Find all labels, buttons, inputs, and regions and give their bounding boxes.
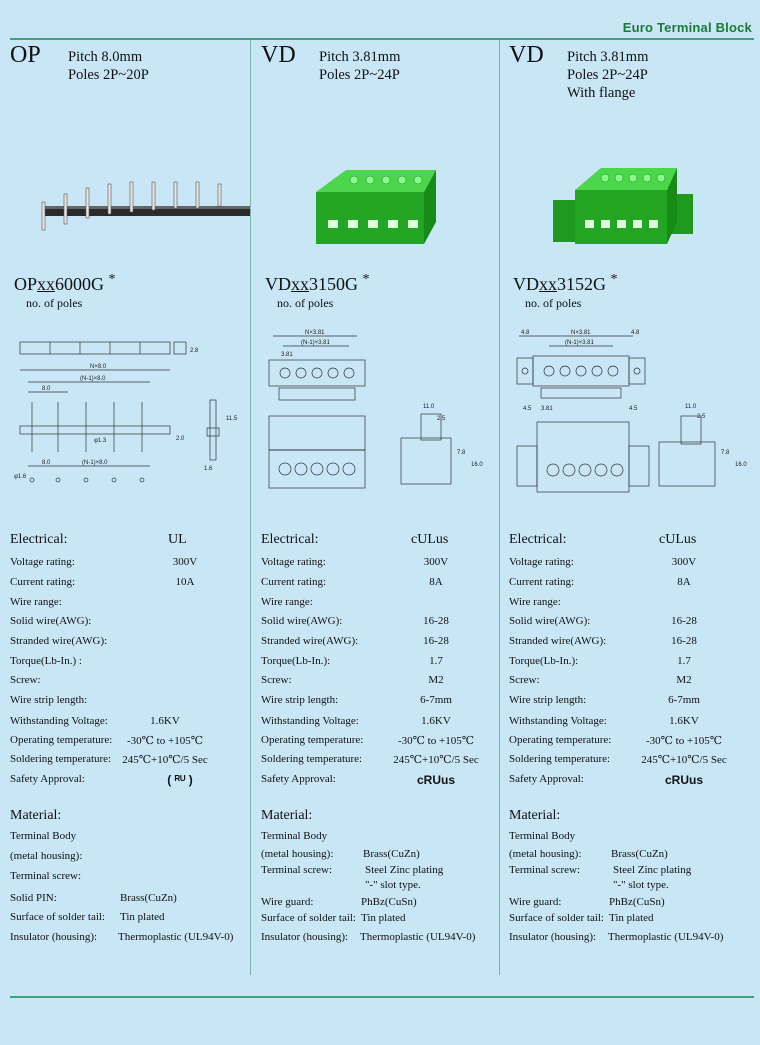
material-value: Thermoplastic (UL94V-0) (608, 931, 724, 943)
dim-label: φ1.6 (14, 474, 27, 480)
spec-poles: Poles 2P~24P (319, 67, 400, 83)
spec-row (261, 596, 501, 614)
spec-label: Voltage rating: (261, 556, 326, 568)
pin-header-image (20, 180, 250, 240)
spec-row (509, 734, 749, 752)
material-label: Surface of solder tail: (509, 912, 604, 924)
dim-label: 7.8 (457, 450, 466, 456)
material-value: Brass(CuZn) (611, 848, 668, 860)
material-row (10, 850, 82, 862)
material-title: Material: (261, 808, 313, 823)
material-label: Insulator (housing): (509, 931, 597, 943)
material-label: Solid PIN: (10, 892, 57, 904)
spec-label: Soldering temperature: (261, 753, 363, 765)
model-poles-code: xx (539, 274, 557, 294)
pin-strip (42, 206, 250, 216)
material-row (10, 931, 234, 943)
spec-label: Stranded wire(AWG): (509, 635, 607, 647)
spec-list (68, 48, 149, 84)
spec-value: 300V (172, 556, 198, 568)
material-row (261, 848, 420, 860)
spec-row (261, 715, 501, 733)
spec-label: Stranded wire(AWG): (10, 635, 108, 647)
spec-row (509, 615, 749, 633)
dim-label: 7.8 (721, 450, 730, 456)
dim-label: (N-1)×8.0 (82, 460, 108, 466)
spec-row (509, 655, 749, 673)
material-value: Tin plated (361, 912, 406, 924)
electrical-standard: cULus (411, 532, 449, 547)
dimension-drawing (10, 330, 250, 490)
spec-row (10, 556, 250, 574)
series-code: OP (10, 42, 41, 68)
material-label: Terminal screw: (509, 864, 581, 876)
material-label: Terminal screw: (10, 870, 82, 882)
dim-label: 4.5 (523, 406, 532, 412)
dim-label: 2.5 (437, 416, 446, 422)
model-suffix: 3152G (557, 274, 606, 294)
material-value: Tin plated (120, 911, 165, 923)
dim-label: 11.5 (226, 416, 238, 422)
spec-label: Solid wire(AWG): (261, 615, 343, 627)
material-label: Surface of solder tail: (261, 912, 356, 924)
material-row (509, 931, 724, 943)
electrical-title (261, 532, 449, 548)
spec-row (509, 694, 749, 712)
spec-label: Voltage rating: (509, 556, 574, 568)
material-value: Brass(CuZn) (120, 892, 177, 904)
spec-value: 8A (677, 576, 691, 588)
spec-row (10, 674, 250, 692)
spec-row (261, 674, 501, 692)
spec-row (509, 635, 749, 653)
material-value: PhBz(CuSn) (361, 896, 417, 908)
spec-row (261, 694, 501, 712)
spec-label: Wire range: (509, 596, 561, 608)
dim-label: 11.0 (423, 404, 435, 410)
spec-label: Soldering temperature: (10, 753, 112, 765)
spec-value: M2 (428, 674, 444, 686)
material-row (10, 911, 165, 923)
electrical-title-text: Electrical: (509, 532, 567, 547)
model-suffix: 3150G (309, 274, 358, 294)
spec-row (10, 596, 250, 614)
model-number (265, 272, 370, 295)
electrical-title (10, 532, 187, 548)
spec-label: Wire strip length: (10, 694, 88, 706)
product-column-vd3152 (509, 40, 754, 980)
spec-row (10, 694, 250, 712)
spec-value: 300V (423, 556, 449, 568)
model-mark: * (108, 272, 116, 287)
spec-poles: Poles 2P~24P (567, 67, 648, 83)
dim-label: 4.8 (521, 330, 530, 336)
model-number (14, 272, 116, 295)
spec-label: Screw: (261, 674, 292, 686)
spec-value: 245℃+10℃/5 Sec (122, 754, 208, 766)
spec-label: Solid wire(AWG): (10, 615, 92, 627)
spec-value: 16-28 (671, 615, 697, 627)
spec-label: Operating temperature: (509, 734, 612, 746)
spec-value: -30℃ to +105℃ (645, 735, 723, 747)
series-code: VD (509, 42, 544, 68)
dim-label: 3.81 (281, 352, 293, 358)
spec-row (10, 655, 250, 673)
material-row (509, 830, 575, 842)
material-row (261, 864, 444, 876)
model-prefix: VD (513, 274, 539, 294)
spec-row (10, 734, 250, 752)
dim-label: 16.0 (735, 462, 747, 468)
dim-label: N×3.81 (571, 330, 591, 336)
spec-row (261, 655, 501, 673)
material-value: Thermoplastic (UL94V-0) (360, 931, 476, 943)
spec-value: 1.6KV (150, 715, 180, 727)
material-title: Material: (10, 808, 62, 823)
dim-label: N×8.0 (90, 364, 107, 370)
material-label: Surface of solder tail: (10, 911, 105, 923)
spec-value: 245℃+10℃/5 Sec (393, 754, 479, 766)
dim-label: 2.5 (697, 414, 706, 420)
spec-row (10, 773, 250, 791)
spec-row (10, 753, 250, 771)
model-mark: * (362, 272, 370, 287)
material-row (509, 848, 668, 860)
spec-label: Operating temperature: (10, 734, 113, 746)
spec-label: Withstanding Voltage: (10, 715, 108, 727)
spec-row (10, 635, 250, 653)
spec-list (319, 48, 400, 84)
spec-row (261, 556, 501, 574)
spec-label: Screw: (509, 674, 540, 686)
material-row (261, 830, 327, 842)
spec-row (10, 615, 250, 633)
dim-label: (N-1)×3.81 (565, 340, 594, 346)
spec-label: Safety Approval: (509, 773, 584, 785)
poles-note: no. of poles (525, 296, 582, 310)
culus-logo: cRUus (416, 773, 455, 787)
material-row (261, 912, 406, 924)
spec-value: 8A (429, 576, 443, 588)
electrical-title (509, 532, 697, 548)
spec-value: 1.7 (429, 655, 443, 667)
spec-label: Current rating: (261, 576, 327, 588)
dimension-drawing (261, 326, 501, 498)
spec-pitch: Pitch 8.0mm (68, 49, 143, 65)
spec-value: 6-7mm (668, 694, 700, 706)
spec-label: Soldering temperature: (509, 753, 611, 765)
material-value: "-" slot type. (613, 879, 669, 891)
material-row (261, 931, 476, 943)
spec-value: 6-7mm (420, 694, 452, 706)
spec-row (509, 753, 749, 771)
material-value: Steel Zinc plating (613, 864, 692, 876)
product-column-op (10, 40, 255, 980)
dim-label: (N-1)×3.81 (301, 340, 330, 346)
material-row (261, 896, 417, 908)
product-column-vd3150 (261, 40, 506, 980)
dim-label: 8.0 (42, 386, 51, 392)
electrical-standard: cULus (659, 532, 697, 547)
model-prefix: VD (265, 274, 291, 294)
material-label: Wire guard: (509, 896, 562, 908)
spec-label: Stranded wire(AWG): (261, 635, 359, 647)
spec-label: Withstanding Voltage: (509, 715, 607, 727)
spec-row (261, 576, 501, 594)
dim-label: N×3.81 (305, 330, 325, 336)
spec-label: Wire strip length: (261, 694, 339, 706)
dim-label: 4.5 (629, 406, 638, 412)
spec-row (509, 773, 749, 791)
model-mark: * (610, 272, 618, 287)
material-row (10, 870, 81, 882)
material-row (10, 892, 177, 904)
poles-note: no. of poles (26, 296, 83, 310)
material-label: Insulator (housing): (10, 931, 98, 943)
model-suffix: 6000G (55, 274, 105, 294)
material-label: (metal housing): (509, 848, 582, 860)
material-label: (metal housing): (261, 848, 334, 860)
poles-note: no. of poles (277, 296, 334, 310)
material-title: Material: (509, 808, 561, 823)
spec-value: -30℃ to +105℃ (126, 735, 204, 747)
spec-row (261, 753, 501, 771)
spec-label: Voltage rating: (10, 556, 75, 568)
series-code: VD (261, 42, 296, 68)
spec-poles: Poles 2P~20P (68, 67, 149, 83)
spec-row (509, 576, 749, 594)
dim-label: 2.0 (176, 436, 185, 442)
spec-label: Wire range: (261, 596, 313, 608)
electrical-title-text: Electrical: (10, 532, 68, 547)
spec-label: Solid wire(AWG): (509, 615, 591, 627)
spec-list (567, 48, 648, 102)
spec-label: Safety Approval: (261, 773, 336, 785)
spec-value: 16-28 (423, 635, 449, 647)
dim-label: 4.8 (631, 330, 640, 336)
spec-value: -30℃ to +105℃ (397, 735, 475, 747)
spec-row (509, 715, 749, 733)
spec-value: 300V (671, 556, 697, 568)
ul-logo: ( ᴿᵁ ) (167, 773, 193, 787)
spec-value: 245℃+10℃/5 Sec (641, 754, 727, 766)
spec-label: Wire range: (10, 596, 62, 608)
material-value: Tin plated (609, 912, 654, 924)
electrical-standard: UL (168, 532, 187, 547)
spec-value: 1.6KV (669, 715, 699, 727)
spec-row (509, 556, 749, 574)
material-value: "-" slot type. (365, 879, 421, 891)
spec-label: Withstanding Voltage: (261, 715, 359, 727)
dim-label: 2.8 (190, 348, 199, 354)
terminal-block-image (306, 150, 446, 250)
material-row (509, 896, 665, 908)
material-label: Terminal screw: (261, 864, 333, 876)
culus-logo: cRUus (664, 773, 703, 787)
spec-value: 16-28 (423, 615, 449, 627)
material-label: Terminal Body (261, 830, 328, 842)
spec-row (261, 615, 501, 633)
spec-label: Screw: (10, 674, 41, 686)
dim-label: 11.0 (685, 404, 697, 410)
dim-label: 3.81 (541, 406, 553, 412)
spec-value: 1.7 (677, 655, 691, 667)
dimension-drawing (509, 326, 749, 498)
spec-value: 10A (175, 576, 195, 588)
electrical-title-text: Electrical: (261, 532, 319, 547)
spec-label: Wire strip length: (509, 694, 587, 706)
spec-label: Safety Approval: (10, 773, 85, 785)
material-value: Thermoplastic (UL94V-0) (118, 931, 234, 943)
spec-row (261, 635, 501, 653)
spec-label: Torque(Lb-In.) : (10, 655, 82, 667)
material-label: Wire guard: (261, 896, 314, 908)
bottom-rule (10, 996, 754, 998)
model-poles-code: xx (291, 274, 309, 294)
dim-label: 1.6 (204, 466, 213, 472)
model-number (513, 272, 618, 295)
material-label: Terminal Body (10, 830, 77, 842)
spec-row (261, 734, 501, 752)
spec-row (261, 773, 501, 791)
terminal-block-flange-image (549, 150, 699, 250)
spec-pitch: Pitch 3.81mm (567, 49, 649, 65)
spec-flange: With flange (567, 85, 636, 101)
catalog-title: Euro Terminal Block (622, 20, 752, 35)
spec-label: Current rating: (10, 576, 76, 588)
dim-label: φ1.3 (94, 438, 107, 444)
spec-row (10, 715, 250, 733)
spec-value: 16-28 (671, 635, 697, 647)
spec-row (10, 576, 250, 594)
spec-pitch: Pitch 3.81mm (319, 49, 401, 65)
spec-row (509, 596, 749, 614)
material-row (509, 864, 692, 876)
spec-label: Torque(Lb-In.): (261, 655, 331, 667)
material-value: PhBz(CuSn) (609, 896, 665, 908)
material-row (509, 912, 654, 924)
material-value: Steel Zinc plating (365, 864, 444, 876)
dim-label: 8.0 (42, 460, 51, 466)
spec-value: M2 (676, 674, 692, 686)
dim-label: (N-1)×8.0 (80, 376, 106, 382)
spec-label: Current rating: (509, 576, 575, 588)
dim-label: 16.0 (471, 462, 483, 468)
model-prefix: OP (14, 274, 38, 294)
material-label: Insulator (housing): (261, 931, 349, 943)
spec-label: Operating temperature: (261, 734, 364, 746)
spec-value: 1.6KV (421, 715, 451, 727)
material-value: Brass(CuZn) (363, 848, 420, 860)
spec-row (509, 674, 749, 692)
material-row (10, 830, 76, 842)
model-poles-code: xx (37, 274, 56, 294)
material-label: Terminal Body (509, 830, 576, 842)
material-label: (metal housing): (10, 850, 83, 862)
spec-label: Torque(Lb-In.): (509, 655, 579, 667)
